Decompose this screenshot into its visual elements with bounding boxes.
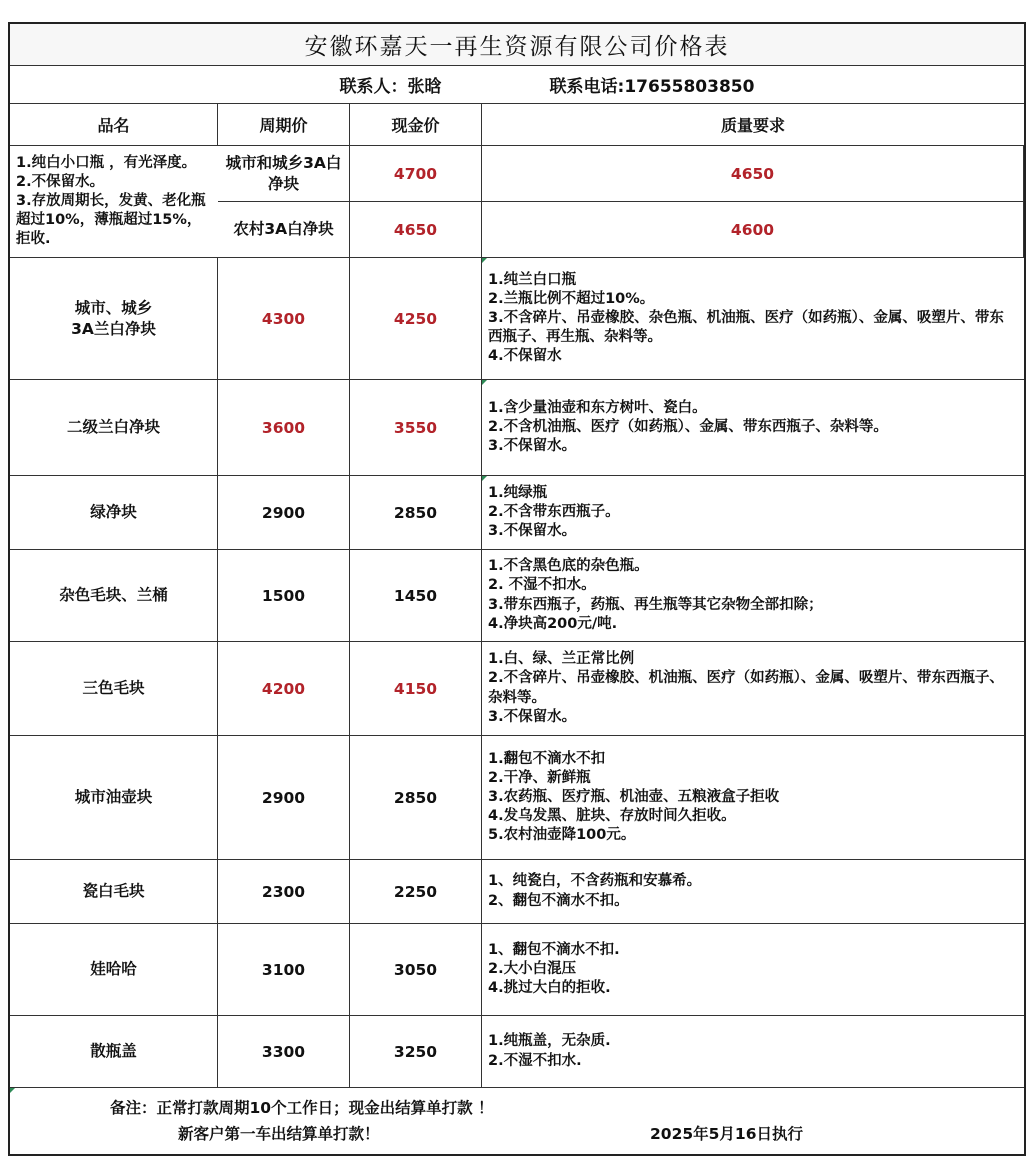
requirement-line: 1、纯瓷白，不含药瓶和安慕希。	[488, 873, 702, 890]
requirement-line: 2.不保留水。	[16, 173, 105, 190]
row-cash-price: 2850	[350, 476, 482, 550]
row-cycle-price: 3100	[218, 924, 350, 1016]
requirement-line: 3.不保留水。	[488, 523, 577, 540]
row-cycle-price: 4200	[218, 642, 350, 736]
row-cash-price: 3250	[350, 1016, 482, 1088]
price-table	[8, 22, 1026, 1156]
row-name: 城市和城乡3A白净块	[218, 146, 350, 202]
requirement-line: 5.农村油壶降100元。	[488, 827, 636, 844]
quality-requirement	[482, 258, 1024, 380]
contact-phone: 联系电话:17655803850	[549, 77, 755, 97]
row-cycle-price: 4700	[350, 146, 482, 202]
requirement-line: 1.含少量油壶和东方树叶、瓷白。	[488, 399, 707, 416]
header-cash-price: 现金价	[350, 104, 482, 146]
row-cycle-price: 3600	[218, 380, 350, 476]
row-cycle-price: 1500	[218, 550, 350, 642]
requirement-line: 2.大小白混压	[488, 960, 577, 977]
requirement-line: 4.挑过大白的拒收.	[488, 980, 611, 997]
requirement-line: 4.发乌发黑、脏块、存放时间久拒收。	[488, 808, 736, 825]
requirement-line: 2.不含带东西瓶子。	[488, 503, 620, 520]
effective-date: 2025年5月16日执行	[650, 1125, 803, 1143]
requirement-line: 2.兰瓶比例不超过10%。	[488, 290, 655, 307]
row-cash-price: 4250	[350, 258, 482, 380]
requirement-line: 1、翻包不滴水不扣.	[488, 941, 620, 958]
row-name: 农村3A白净块	[218, 202, 350, 258]
quality-requirement	[482, 642, 1024, 736]
requirement-line: 3.不保留水。	[488, 438, 577, 455]
note-line-1: 备注：正常打款周期10个工作日；现金出结算单打款 ！	[110, 1099, 494, 1117]
requirement-line: 1.翻包不滴水不扣	[488, 750, 606, 767]
requirement-line: 4.不保留水	[488, 348, 562, 365]
row-cash-price: 4150	[350, 642, 482, 736]
row-cash-price: 1450	[350, 550, 482, 642]
header-quality: 质量要求	[482, 104, 1024, 146]
requirement-line: 3.不含碎片、吊壶橡胶、杂色瓶、机油瓶、医疗（如药瓶）、金属、吸塑片、带东西瓶子、再生瓶、杂料等。	[488, 309, 1004, 346]
row-cycle-price: 2300	[218, 860, 350, 924]
row-cash-price: 4650	[482, 146, 1024, 202]
header-name: 品名	[10, 104, 218, 146]
requirement-line: 1.纯白小口瓶 ，有光泽度。	[16, 154, 197, 171]
requirement-line: 1.纯瓶盖，无杂质.	[488, 1033, 611, 1050]
table-title: 安徽环嘉天一再生资源有限公司价格表	[10, 24, 1024, 66]
quality-requirement	[10, 146, 218, 258]
note-line-2: 新客户第一车出结算单打款！	[178, 1125, 380, 1143]
header-cycle-price: 周期价	[218, 104, 350, 146]
quality-requirement	[482, 860, 1024, 924]
quality-requirement	[482, 476, 1024, 550]
row-cash-price: 2250	[350, 860, 482, 924]
row-cash-price: 3550	[350, 380, 482, 476]
quality-requirement	[482, 1016, 1024, 1088]
row-cycle-price: 2900	[218, 736, 350, 860]
row-cycle-price: 3300	[218, 1016, 350, 1088]
contact-row	[10, 66, 1024, 104]
requirement-line: 2、翻包不滴水不扣。	[488, 892, 629, 909]
requirement-line: 2.不含机油瓶、医疗（如药瓶）、金属、带东西瓶子、杂料等。	[488, 418, 888, 435]
row-name: 绿净块	[10, 476, 218, 550]
footer-note	[10, 1088, 1024, 1154]
row-cycle-price: 4300	[218, 258, 350, 380]
quality-requirement	[482, 550, 1024, 642]
row-name: 三色毛块	[10, 642, 218, 736]
row-name: 城市、城乡 3A兰白净块	[10, 258, 218, 380]
requirement-line: 1.白、绿、兰正常比例	[488, 651, 635, 668]
row-cash-price: 3050	[350, 924, 482, 1016]
row-cash-price: 4600	[482, 202, 1024, 258]
requirement-line: 3.存放周期长，发黄、老化瓶超过10%，薄瓶超过15%，拒收.	[16, 192, 206, 248]
requirement-line: 3.不保留水。	[488, 708, 577, 725]
row-name: 瓷白毛块	[10, 860, 218, 924]
requirement-line: 2.不含碎片、吊壶橡胶、机油瓶、医疗（如药瓶）、金属、吸塑片、带东西瓶子、杂料等。	[488, 670, 1004, 706]
row-name: 娃哈哈	[10, 924, 218, 1016]
quality-requirement	[482, 736, 1024, 860]
row-name: 散瓶盖	[10, 1016, 218, 1088]
requirement-line: 2.干净、新鲜瓶	[488, 769, 591, 786]
requirement-line: 3.带东西瓶子，药瓶、再生瓶等其它杂物全部扣除；	[488, 596, 823, 613]
quality-requirement	[482, 380, 1024, 476]
row-name: 杂色毛块、兰桶	[10, 550, 218, 642]
row-name: 城市油壶块	[10, 736, 218, 860]
requirement-line: 1.不含黑色底的杂色瓶。	[488, 558, 649, 575]
contact-person: 联系人：张晗	[339, 77, 442, 97]
requirement-line: 1.纯兰白口瓶	[488, 271, 577, 288]
requirement-line: 3.农药瓶、医疗瓶、机油壶、五粮液盒子拒收	[488, 788, 780, 805]
quality-requirement	[482, 924, 1024, 1016]
requirement-line: 2. 不湿不扣水。	[488, 577, 596, 594]
row-cycle-price: 4650	[350, 202, 482, 258]
requirement-line: 1.纯绿瓶	[488, 484, 548, 501]
row-cycle-price: 2900	[218, 476, 350, 550]
row-cash-price: 2850	[350, 736, 482, 860]
requirement-line: 2.不湿不扣水.	[488, 1052, 582, 1069]
requirement-line: 4.净块高200元/吨.	[488, 615, 618, 632]
row-name: 二级兰白净块	[10, 380, 218, 476]
